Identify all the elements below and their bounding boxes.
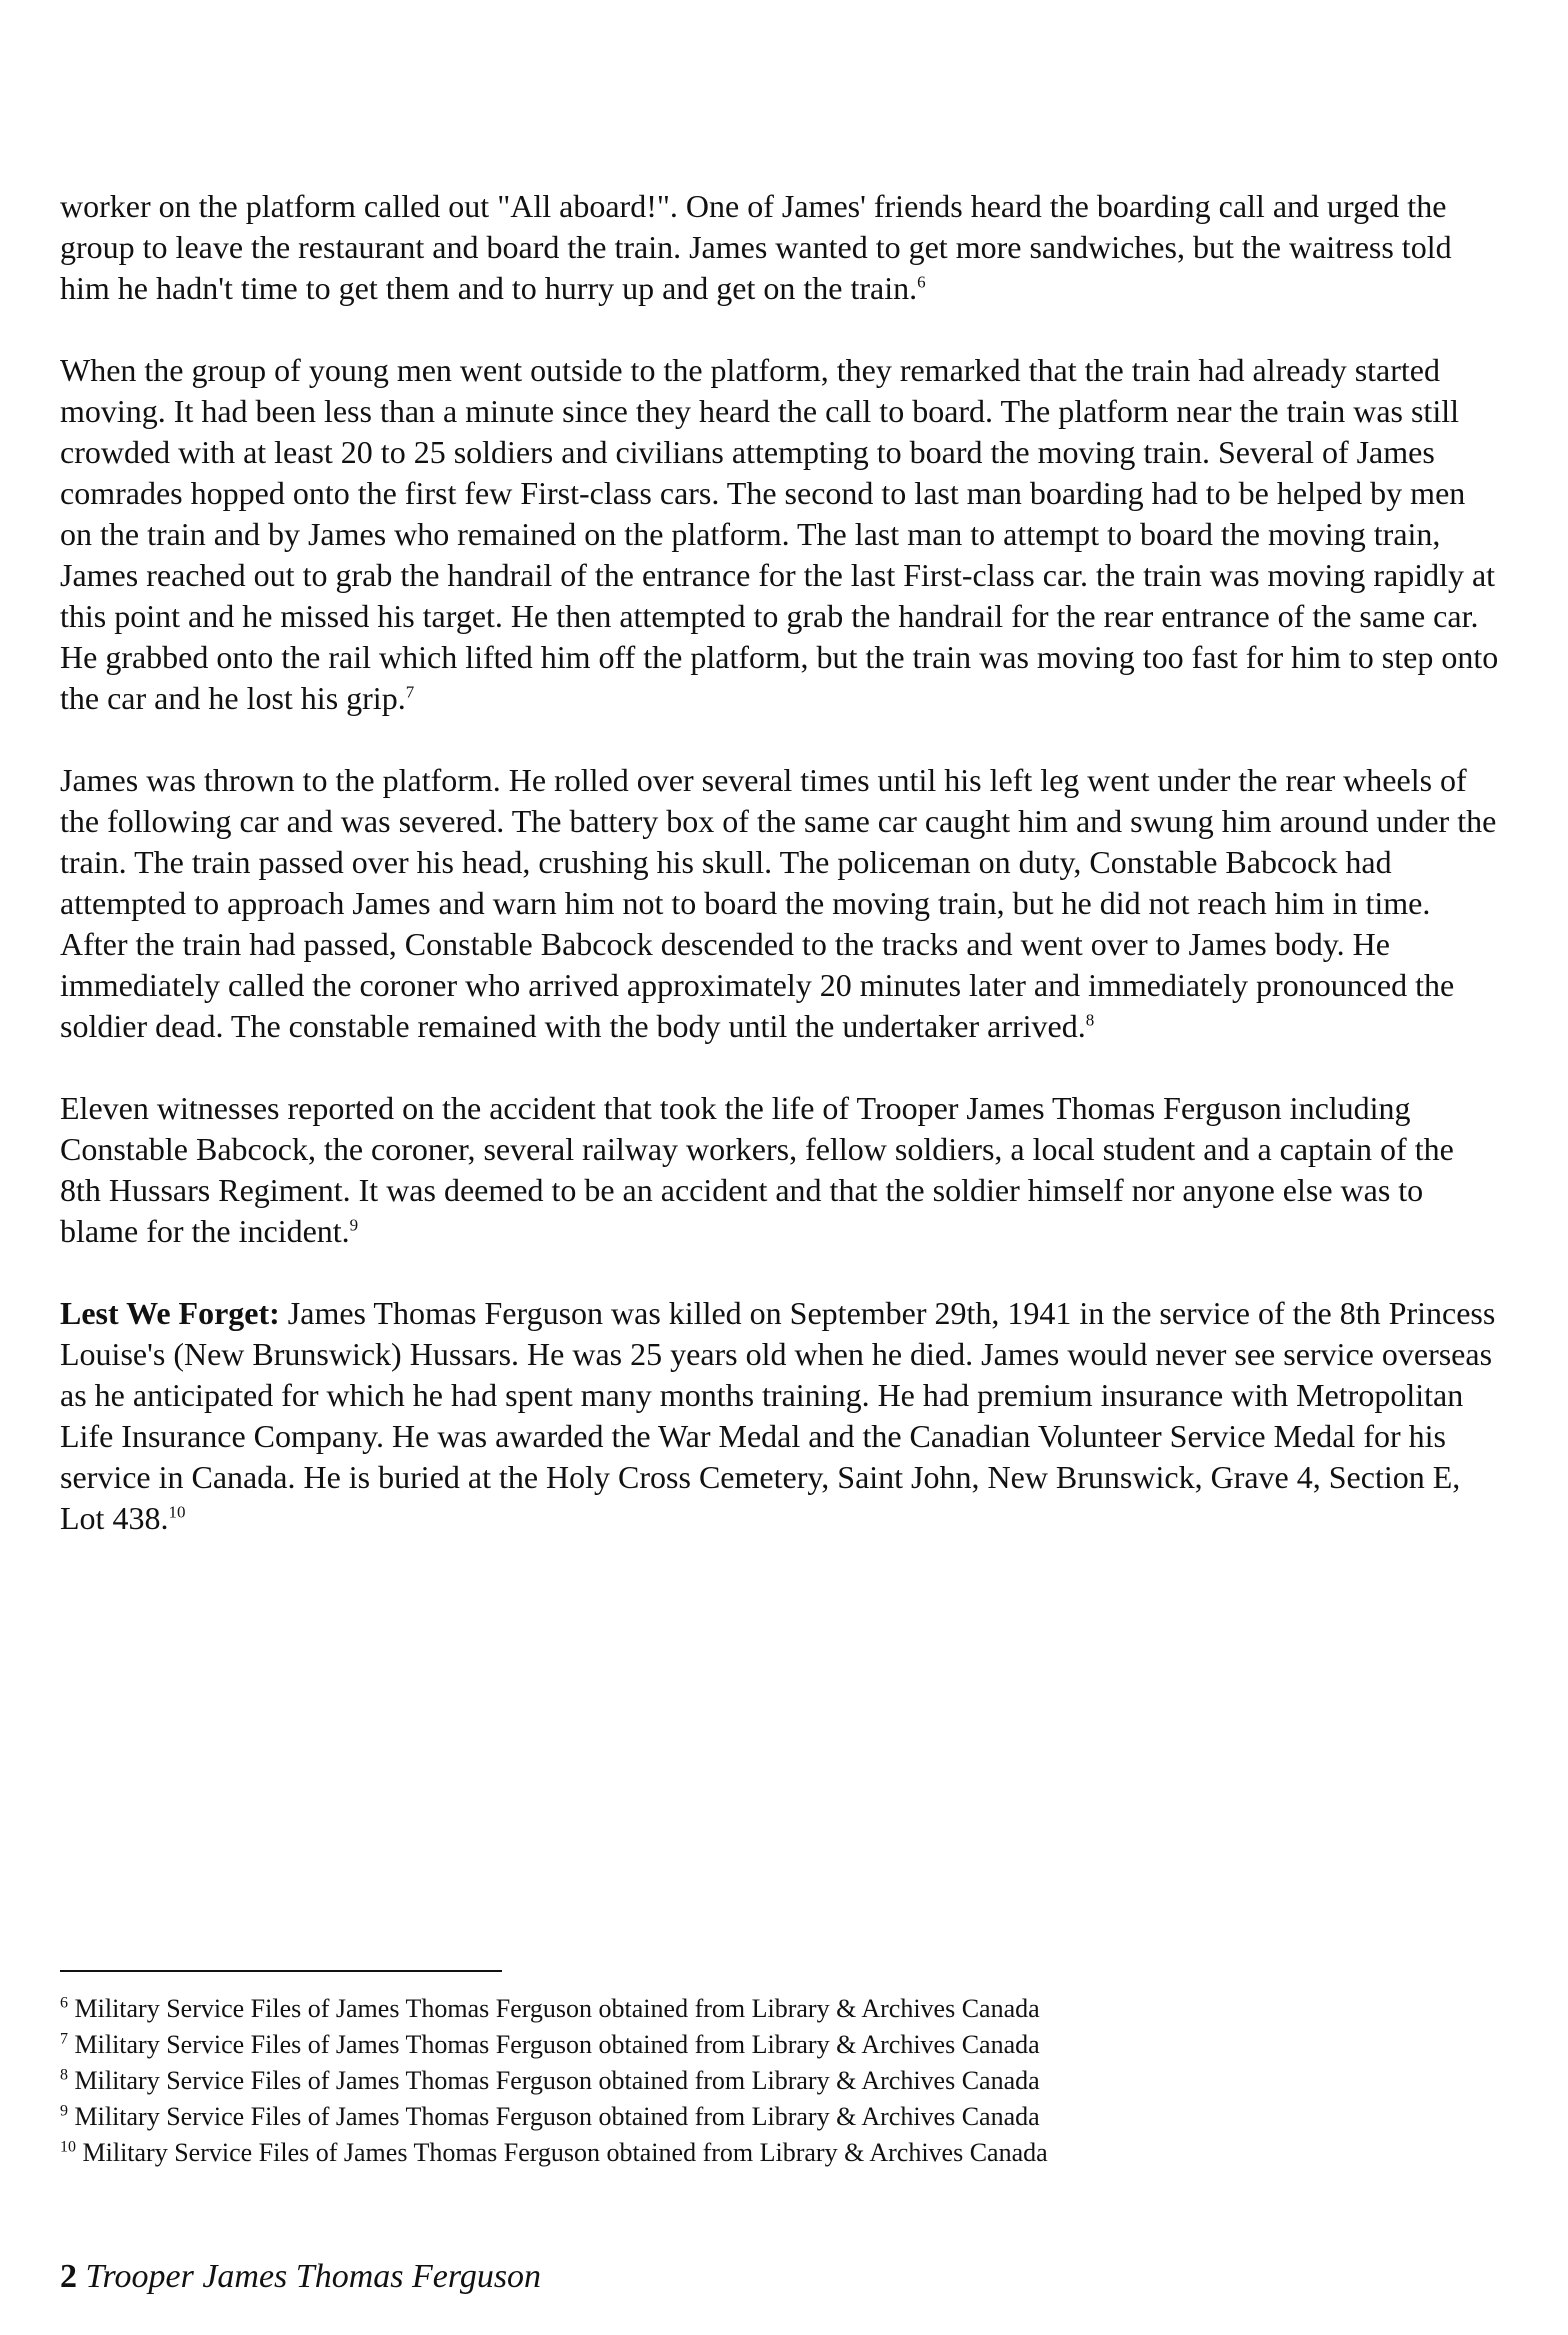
- footnote-item: [60, 1991, 1460, 2027]
- paragraph-text: James Thomas Ferguson was killed on September 29th, 1941 in the service of the 8th Princess Louise's (New Brunswick) Hussars. He was 25 years old when he died. James would never see service overseas as he anticipated for which he had spent many months training. He had premium insurance with Metropolitan Life Insurance Company. He was awarded the War Medal and the Canadian Volunteer Service Medal for his service in Canada. He is buried at the Holy Cross Cemetery, Saint John, New Brunswick, Grave 4, Section E, Lot 438.: [60, 1295, 1496, 1536]
- footnote-text: Military Service Files of James Thomas Ferguson obtained from Library & Archives Canada: [68, 1994, 1040, 2023]
- footnote-separator: [60, 1970, 502, 1972]
- footnote-number: 6: [60, 1994, 68, 2012]
- paragraph-platform: [60, 350, 1500, 719]
- footnote-ref: 8: [1085, 1010, 1095, 1030]
- footnote-item: [60, 2063, 1460, 2099]
- footnote-text: Military Service Files of James Thomas Ferguson obtained from Library & Archives Canada: [76, 2138, 1048, 2167]
- footnote-ref: 10: [168, 1502, 186, 1522]
- running-title: Trooper James Thomas Ferguson: [85, 2258, 542, 2295]
- page-footer: [60, 2255, 541, 2299]
- paragraph-text: When the group of young men went outside to the platform, they remarked that the train had already started moving. It had been less than a minute since they heard the call to board. The platform near the train was still crowded with at least 20 to 25 soldiers and civilians attempting to board the moving train. Several of James comrades hopped onto the first few First-class cars. The second to last man boarding had to be helped by men on the train and by James who remained on the platform. The last man to attempt to board the moving train, James reached out to grab the handrail of the entrance for the last First-class car. the train was moving rapidly at this point and he missed his target. He then attempted to grab the handrail for the rear entrance of the same car. He grabbed onto the rail which lifted him off the platform, but the train was moving too fast for him to step onto the car and he lost his grip.: [60, 352, 1499, 716]
- footnote-item: [60, 2135, 1460, 2171]
- footnote-ref: 7: [405, 682, 415, 702]
- footnote-ref: 6: [917, 272, 926, 292]
- paragraph-witnesses: [60, 1088, 1500, 1252]
- footnote-number: 10: [60, 2138, 76, 2156]
- footnote-number: 8: [60, 2066, 68, 2084]
- footnote-ref: 9: [349, 1215, 359, 1235]
- footnote-text: Military Service Files of James Thomas Ferguson obtained from Library & Archives Canada: [68, 2030, 1040, 2059]
- body-text: [60, 186, 1500, 1580]
- footnote-number: 7: [60, 2030, 68, 2048]
- memorial-lead: Lest We Forget:: [60, 1295, 280, 1331]
- footnotes: [60, 1991, 1460, 2171]
- paragraph-boarding-call: [60, 186, 1500, 309]
- paragraph-text: worker on the platform called out "All aboard!". One of James' friends heard the boarding call and urged the group to leave the restaurant and board the train. James wanted to get more sandwiches, but the waitress told him he hadn't time to get them and to hurry up and get on the train.: [60, 188, 1452, 306]
- paragraph-memorial: [60, 1293, 1500, 1539]
- footnote-item: [60, 2027, 1460, 2063]
- footnote-text: Military Service Files of James Thomas Ferguson obtained from Library & Archives Canada: [68, 2066, 1040, 2095]
- paragraph-accident: [60, 760, 1500, 1047]
- footnote-number: 9: [60, 2102, 68, 2120]
- paragraph-text: Eleven witnesses reported on the accident that took the life of Trooper James Thomas Ferguson including Constable Babcock, the coroner, several railway workers, fellow soldiers, a local student and a captain of the 8th Hussars Regiment. It was deemed to be an accident and that the soldier himself nor anyone else was to blame for the incident.: [60, 1090, 1454, 1249]
- footnote-item: [60, 2099, 1460, 2135]
- page-number: 2: [60, 2258, 77, 2295]
- paragraph-text: James was thrown to the platform. He rolled over several times until his left leg went under the rear wheels of the following car and was severed. The battery box of the same car caught him and swung him around under the train. The train passed over his head, crushing his skull. The policeman on duty, Constable Babcock had attempted to approach James and warn him not to board the moving train, but he did not reach him in time. After the train had passed, Constable Babcock descended to the tracks and went over to James body. He immediately called the coroner who arrived approximately 20 minutes later and immediately pronounced the soldier dead. The constable remained with the body until the undertaker arrived.: [60, 762, 1497, 1044]
- footnote-text: Military Service Files of James Thomas Ferguson obtained from Library & Archives Canada: [68, 2102, 1040, 2131]
